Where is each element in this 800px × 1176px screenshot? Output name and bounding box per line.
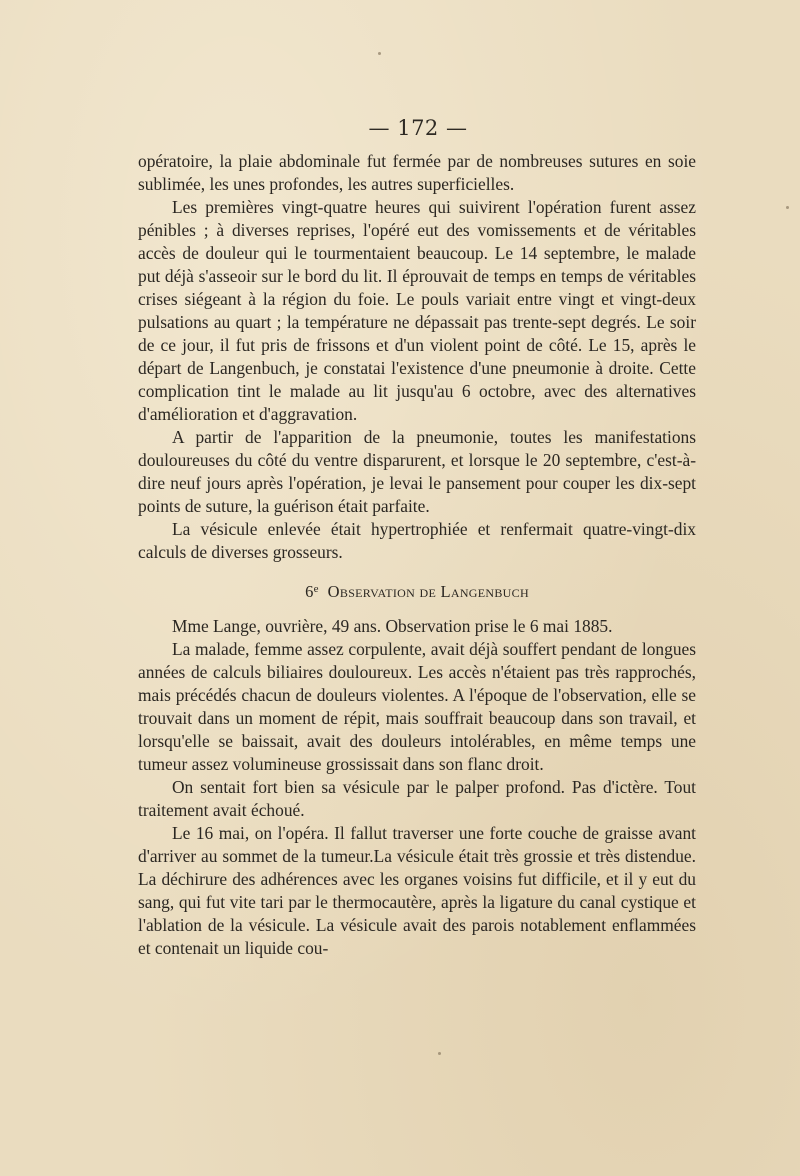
body-text bbox=[138, 150, 696, 960]
paper-speck bbox=[786, 206, 789, 209]
paragraph: Les premières vingt-quatre heures qui suivirent l'opération furent assez pénibles ; à diverses reprises, l'opéré eut des vomissements et de véritables accès de douleur qui le tourmentaient beaucoup. Le 14 septembre, le malade put déjà s'asseoir sur le bord du lit. Il éprouvait de temps en temps de véritables crises siégeant à la région du foie. Le pouls variait entre vingt et vingt-deux pulsations au quart ; la température ne dépassait pas trente-sept degrés. Le soir de ce jour, il fut pris de frissons et d'un violent point de côté. Le 15, après le départ de Langenbuch, je constatai l'existence d'une pneumonie à droite. Cette complication tint le malade au lit jusqu'au 6 octobre, avec des alternatives d'amélioration et d'aggravation. bbox=[138, 197, 696, 424]
paragraph: A partir de l'apparition de la pneumonie, toutes les manifestations douloureuses du côté du ventre disparurent, et lorsque le 20 septembre, c'est-à-dire neuf jours après l'opération, je levai le pansement pour couper les dix-sept points de suture, la guérison était parfaite. bbox=[138, 427, 696, 516]
heading-number: 6 bbox=[305, 582, 314, 601]
paragraph-continuation: opératoire, la plaie abdominale fut fermée par de nombreuses sutures en soie sublimée, les unes profondes, les autres superficielles. bbox=[138, 151, 696, 194]
paragraph: La vésicule enlevée était hypertrophiée et renfermait quatre-vingt-dix calculs de diverses grosseurs. bbox=[138, 519, 696, 562]
section-heading bbox=[138, 580, 696, 603]
paragraph: La malade, femme assez corpulente, avait déjà souffert pendant de longues années de calculs biliaires douloureux. Les accès n'étaient pas très rapprochés, mais précédés chacun de douleurs violentes. A l'époque de l'observation, elle se trouvait dans un moment de répit, mais souffrait beaucoup dans son travail, et lorsqu'elle se baissait, avait des douleurs intolérables, en même temps une tumeur assez volumineuse grossissait dans son flanc droit. bbox=[138, 639, 696, 774]
paragraph: On sentait fort bien sa vésicule par le palper profond. Pas d'ictère. Tout traitement avait échoué. bbox=[138, 777, 696, 820]
paragraph: Mme Lange, ouvrière, 49 ans. Observation prise le 6 mai 1885. bbox=[172, 616, 613, 636]
paper-speck bbox=[438, 1052, 441, 1055]
paragraph: Le 16 mai, on l'opéra. Il fallut traverser une forte couche de graisse avant d'arriver au sommet de la tumeur.La vésicule était très grossie et très distendue. La déchirure des adhérences avec les organes voisins fut difficile, et il y eut du sang, qui fut vite tari par le thermocautère, après la ligature du canal cystique et l'ablation de la vésicule. La vésicule avait des parois notablement enflammées et contenait un liquide cou- bbox=[138, 823, 696, 958]
page-number: — 172 — bbox=[368, 116, 468, 140]
heading-title: Observation de Langenbuch bbox=[327, 582, 529, 601]
paper-speck bbox=[378, 52, 381, 55]
heading-ordinal-suffix: e bbox=[313, 583, 319, 595]
